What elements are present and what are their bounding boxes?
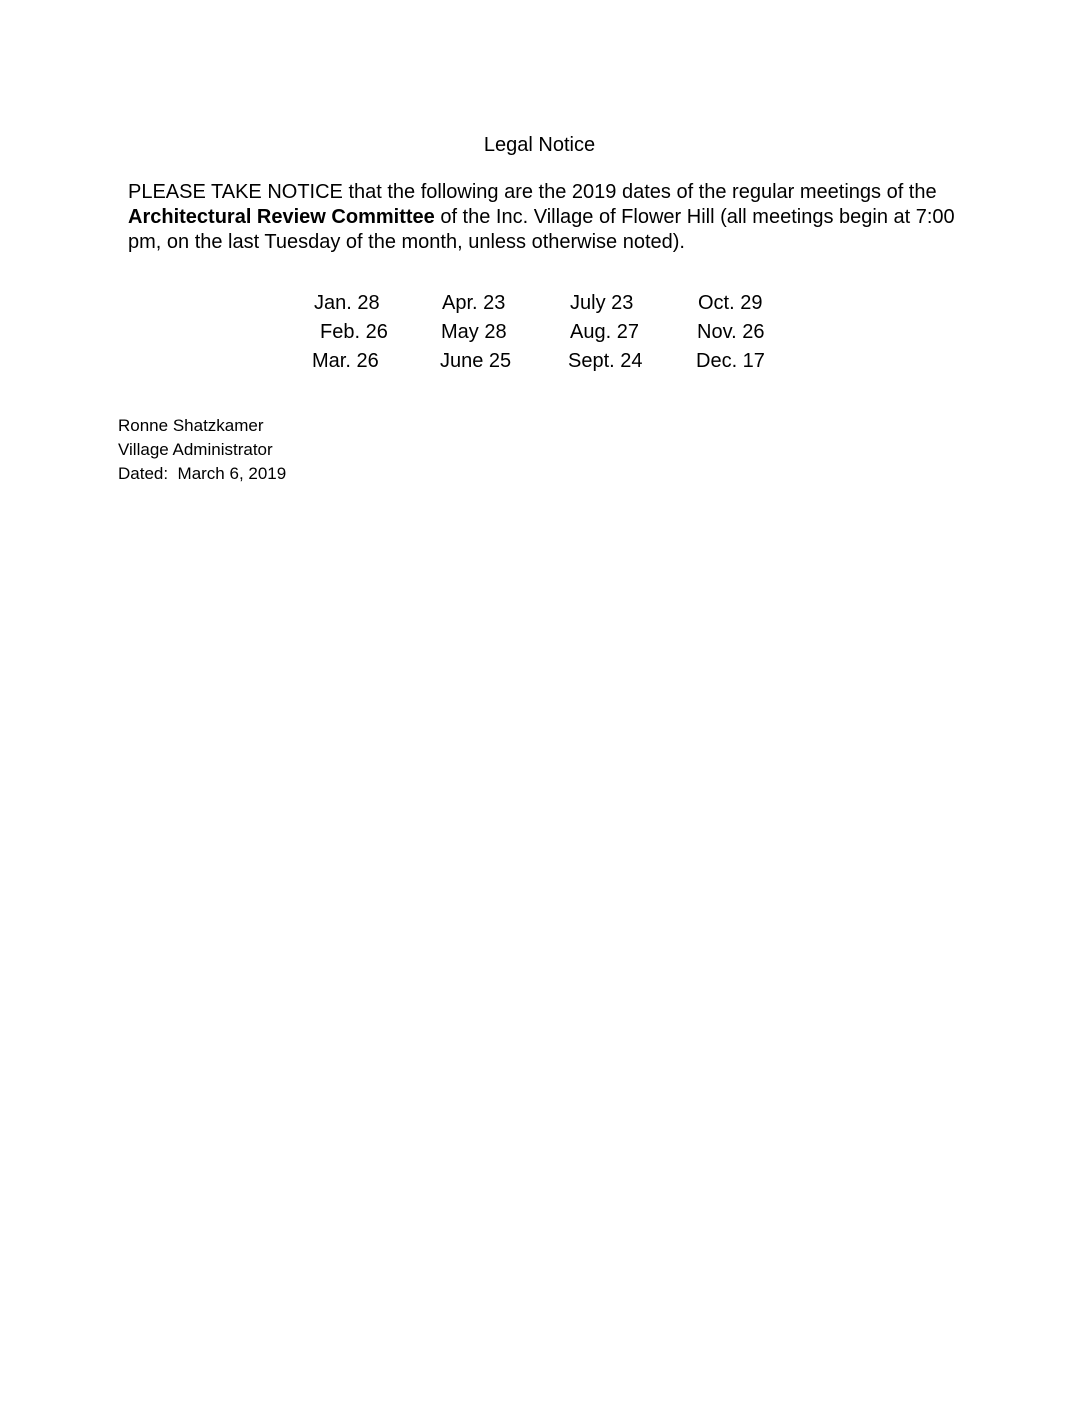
signer-position: Village Administrator: [118, 440, 273, 459]
meeting-date: May 28: [441, 321, 507, 343]
meeting-date: June 25: [440, 350, 512, 372]
paragraph-text-before: PLEASE TAKE NOTICE that the following are the 2019 dates of the regular meetings of the: [128, 181, 937, 203]
meeting-date: Feb. 26: [320, 321, 388, 343]
meeting-date: Dec. 17: [696, 350, 765, 372]
notice-paragraph: [128, 180, 958, 255]
meeting-date: Apr. 23: [442, 292, 506, 314]
meeting-date: Mar. 26: [312, 350, 379, 372]
meeting-date: Sept. 24: [568, 350, 643, 372]
signer-name: Ronne Shatzkamer: [118, 416, 264, 435]
meeting-date: Nov. 26: [697, 321, 765, 343]
paragraph-text-after: of the Inc. Village of Flower Hill (all meetings begin at 7:00 pm, on the last Tuesday of the month, unless otherwise noted).: [128, 206, 955, 253]
dated-line: Dated: March 6, 2019: [118, 464, 287, 483]
meeting-date: Jan. 28: [314, 292, 380, 314]
meeting-date: Aug. 27: [570, 321, 639, 343]
committee-name: Architectural Review Committee: [128, 206, 435, 228]
meeting-dates-table: [0, 290, 1088, 380]
signature-block: [118, 414, 286, 486]
meeting-date: Oct. 29: [698, 292, 763, 314]
notice-title: Legal Notice: [483, 134, 596, 156]
meeting-date: July 23: [570, 292, 634, 314]
